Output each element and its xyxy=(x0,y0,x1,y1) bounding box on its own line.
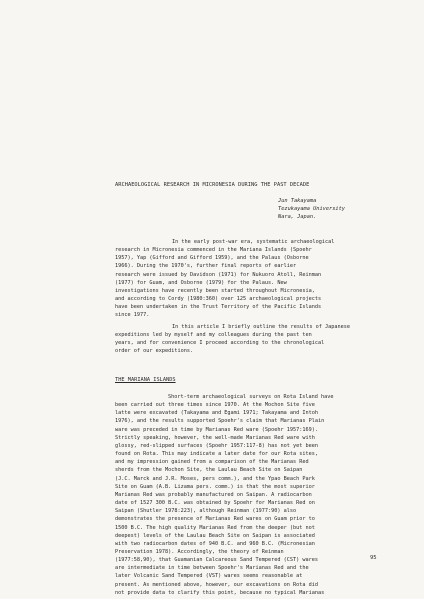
paragraph-line: investigations have recently been started throughout Micronesia, xyxy=(115,287,315,294)
paragraph-line: been carried out three times since 1970. At the Mochon Site five xyxy=(115,402,315,409)
paragraph-line: Site on Guam (A.B. Lizama pers. comm.) is that the most superior xyxy=(115,483,315,490)
paragraph-2 xyxy=(115,323,350,356)
paragraph-line: Saipan (Shutler 1978:223), although Reinman (1977:90) also xyxy=(115,508,297,515)
paragraph-line: are intermediate in time between Spoehr's Marianas Red and the xyxy=(115,565,309,572)
paragraph-line: In this article I briefly outline the results of Japanese xyxy=(172,324,351,330)
paragraph-line: not provide data to clarify this point, because no typical Marianas xyxy=(115,589,325,596)
paragraph-line: present. As mentioned above, however, our excavations on Rota did xyxy=(115,581,319,588)
paragraph-line: date of 1527 300 B.C. was obtained by Spoehr for Marianas Red on xyxy=(115,500,315,507)
paragraph-1 xyxy=(115,238,334,320)
author-city: Nara, Japan. xyxy=(278,214,317,221)
paragraph-line: In the early post-war era, systematic archaeological xyxy=(172,239,335,245)
author-institution: Tezukayama University xyxy=(278,206,345,213)
paragraph-line: ware was preceded in time by Marianas Red ware (Spoehr 1957:169). xyxy=(115,426,319,433)
paragraph-line: 1966). During the 1970's, further final reports of earlier xyxy=(115,263,297,270)
paragraph-line: and according to Cordy (1980:360) over 125 archaeological projects xyxy=(115,296,322,303)
paragraph-line: with two radiocarbon dates of 940 B.C. and 960 B.C. (Micronesian xyxy=(115,540,315,547)
paragraph-line: expeditions led by myself and my colleagues during the past ten xyxy=(115,332,312,339)
article-title: ARCHAEOLOGICAL RESEARCH IN MICRONESIA DURING THE PAST DECADE xyxy=(115,182,310,188)
paragraph-line: research in Micronesia commenced in the Mariana Islands (Spoehr xyxy=(115,247,312,254)
paragraph-line: years, and for convenience I proceed according to the chronological xyxy=(115,340,325,347)
paragraph-line: order of our expeditions. xyxy=(115,348,194,355)
paragraph-line: since 1977. xyxy=(115,312,150,319)
paragraph-3 xyxy=(115,393,334,597)
paragraph-line: found on Rota. This may indicate a later date for our Rota sites, xyxy=(115,451,319,458)
paragraph-line: 1500 B.C. The high quality Marianas Red from the deeper (but not xyxy=(115,524,315,531)
section-heading: THE MARIANA ISLANDS xyxy=(115,377,176,383)
paragraph-line: research were issued by Davidson (1971) for Nukuoro Atoll, Reinman xyxy=(115,271,322,278)
author-block xyxy=(278,197,345,222)
paragraph-line: later Volcanic Sand Tempered (VST) wares seems reasonable at xyxy=(115,573,303,580)
paragraph-line: Strictly speaking, however, the well-made Marianas Red ware with xyxy=(115,434,315,441)
paragraph-line: demonstrates the presence of Marianas Red wares on Guam prior to xyxy=(115,516,315,523)
paragraph-line: 1957), Yap (Gifford and Gifford 1959), and the Palaus (Osborne xyxy=(115,255,309,262)
paragraph-line: (1977:58,90), that Guamanian Calcareous Sand Tempered (CST) wares xyxy=(115,557,319,564)
paragraph-line: (J.C. Marck and J.R. Moses, pers comm.), and the Ypao Beach Park xyxy=(115,475,315,482)
author-name: Jun Takayama xyxy=(278,198,317,204)
paragraph-line: latte were excavated (Takayama and Egami 1971; Takayama and Intoh xyxy=(115,410,319,417)
paragraph-line: glossy, red-slipped surfaces (Spoehr 1957:117-8) has not yet been xyxy=(115,442,319,449)
paragraph-line: 1976), and the results supported Spoehr's claim that Marianas Plain xyxy=(115,418,325,425)
paragraph-line: (1977) for Guam, and Osborne (1979) for the Palaus. New xyxy=(115,279,287,286)
paragraph-line: sherds from the Mochon Site, the Laulau Beach Site on Saipan xyxy=(115,467,303,474)
paragraph-line: Short-term archaeological surveys on Rota Island have xyxy=(168,394,334,400)
paragraph-line: Marianas Red was probably manufactured on Saipan. A radiocarbon xyxy=(115,491,312,498)
paragraph-line: and my impression gained from a comparison of the Marianas Red xyxy=(115,459,309,466)
paragraph-line: deepest) levels of the Laulau Beach Site on Saipan is associated xyxy=(115,532,315,539)
page-number: 95 xyxy=(370,555,377,561)
paragraph-line: have been undertaken in the Trust Territory of the Pacific Islands xyxy=(115,304,322,311)
paragraph-line: Preservation 1978). Accordingly, the theory of Reinman xyxy=(115,548,284,555)
